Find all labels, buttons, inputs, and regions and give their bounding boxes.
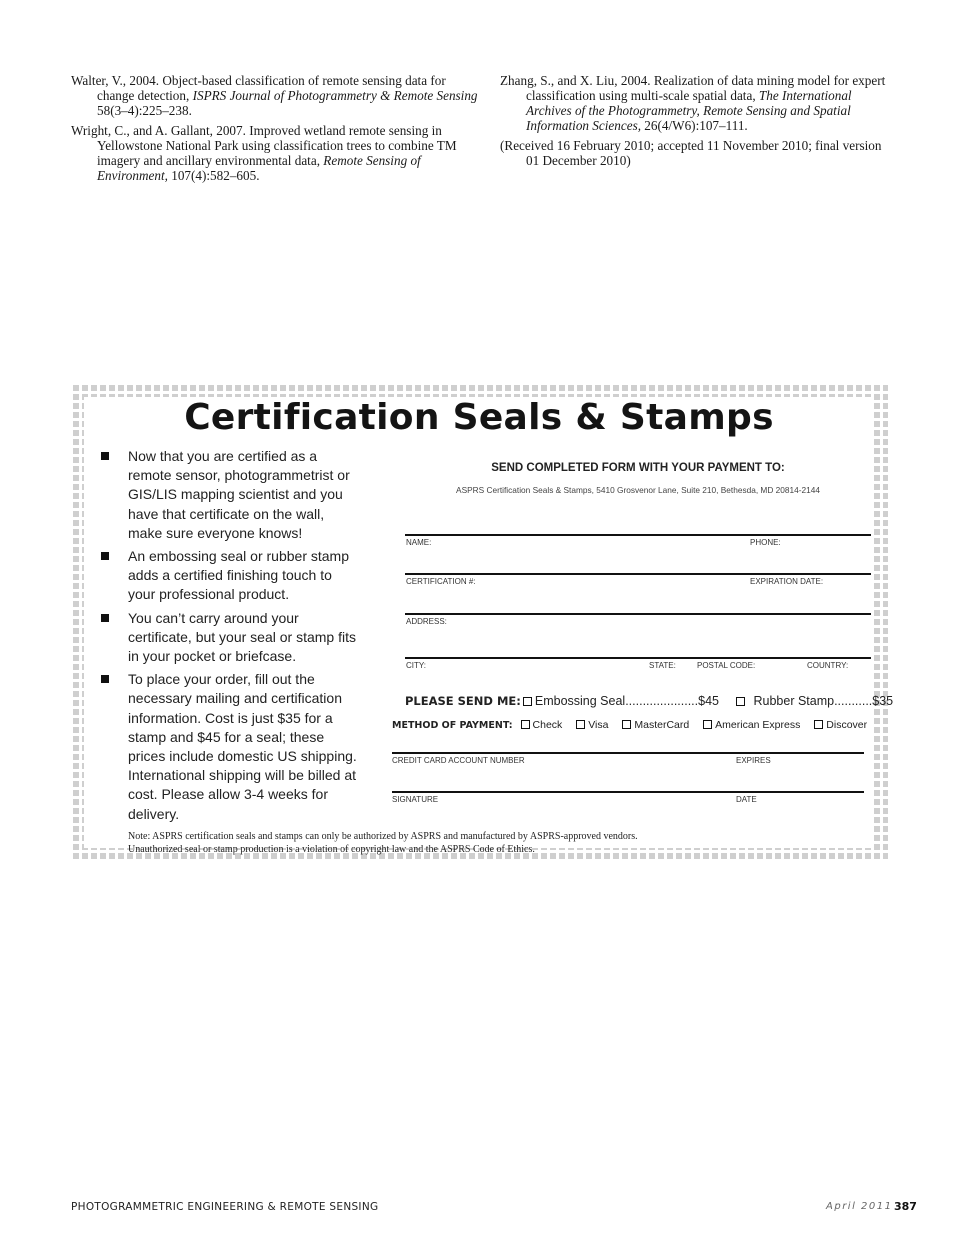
journal-name: PHOTOGRAMMETRIC ENGINEERING & REMOTE SENSING (71, 1201, 379, 1213)
checkbox-rubber-stamp[interactable] (736, 697, 745, 706)
city-line[interactable] (405, 657, 871, 659)
address-label: ADDRESS: (406, 617, 447, 626)
certification-label: CERTIFICATION #: (406, 577, 476, 586)
send-to-heading: SEND COMPLETED FORM WITH YOUR PAYMENT TO: (491, 462, 785, 474)
issue-date: April 2011 (826, 1201, 893, 1212)
state-label: STATE: (649, 661, 676, 670)
checkbox-check[interactable] (521, 720, 530, 729)
references-right-column (500, 73, 892, 173)
address-line[interactable] (405, 613, 871, 615)
name-line[interactable] (405, 534, 871, 536)
list-item: You can’t carry around your certificate, but your seal or stamp fits in your pocket or briefcase. (98, 609, 360, 667)
payment-american-express: American Express (701, 719, 800, 731)
name-label: NAME: (406, 538, 432, 547)
bullet-square-icon (101, 452, 109, 460)
rubber-stamp-option: Rubber Stamp...........$35 (753, 694, 894, 708)
reference-entry: Wright, C., and A. Gallant, 2007. Improved wetland remote sensing in Yellowstone National Park using classification trees to combine TM imagery and ancillary environmental data, Remote Sensing of Environment, 107(4):582–605. (71, 123, 457, 183)
list-item: To place your order, fill out the necessary mailing and certification information. Cost is just $35 for a stamp and $45 for a seal; these prices include domestic US shipping. International shipping will be billed at cost. Please allow 3-4 weeks for delivery. (98, 670, 360, 824)
expiration-label: EXPIRATION DATE: (750, 577, 824, 586)
checkbox-discover[interactable] (814, 720, 823, 729)
checkbox-mastercard[interactable] (622, 720, 631, 729)
ad-title: Certification Seals & Stamps (184, 397, 774, 438)
page-number: 387 (894, 1200, 917, 1213)
payment-visa: Visa (574, 719, 608, 731)
certification-ad (70, 383, 894, 862)
ad-note: Note: ASPRS certification seals and stamps can only be authorized by ASPRS and manufactured by ASPRS-approved vendors. Unauthorized seal or stamp production is a violation of copyright law and the ASPRS Code of Ethics. (128, 831, 638, 855)
payment-discover: Discover (812, 719, 867, 731)
phone-label: PHONE: (750, 538, 781, 547)
reference-entry: Zhang, S., and X. Liu, 2004. Realization of data mining model for expert classification using multi-scale spatial data, The International Archives of the Photogrammetry, Remote Sensing and Spatial Information Sciences, 26(4/W6):107–111. (500, 73, 886, 133)
ad-bullet-list (98, 447, 360, 828)
checkbox-american-express[interactable] (703, 720, 712, 729)
bullet-square-icon (101, 552, 109, 560)
credit-card-line[interactable] (392, 752, 864, 754)
references-left-column (71, 73, 483, 188)
order-options (405, 694, 894, 708)
payment-options (392, 719, 876, 731)
certification-line[interactable] (405, 573, 871, 575)
expires-label: EXPIRES (736, 756, 771, 765)
mailing-address: ASPRS Certification Seals & Stamps, 5410 Grosvenor Lane, Suite 210, Bethesda, MD 20814-2144 (456, 485, 820, 495)
signature-line[interactable] (392, 791, 864, 793)
postal-code-label: POSTAL CODE: (697, 661, 756, 670)
city-label: CITY: (406, 661, 427, 670)
signature-label: SIGNATURE (392, 795, 439, 804)
checkbox-embossing-seal[interactable] (523, 697, 532, 706)
embossing-seal-option: Embossing Seal.....................$45 (534, 694, 719, 708)
credit-card-label: CREDIT CARD ACCOUNT NUMBER (392, 756, 525, 765)
payment-method-label: METHOD OF PAYMENT: (392, 720, 513, 731)
checkbox-visa[interactable] (576, 720, 585, 729)
list-item: Now that you are certified as a remote sensor, photogrammetrist or GIS/LIS mapping scientist and you have that certificate on the wall, make sure everyone knows! (98, 447, 360, 543)
received-dates: (Received 16 February 2010; accepted 11 November 2010; final version 01 December 2010) (500, 138, 882, 168)
bullet-square-icon (101, 675, 109, 683)
date-label: DATE (736, 795, 757, 804)
bullet-square-icon (101, 614, 109, 622)
payment-mastercard: MasterCard (620, 719, 689, 731)
payment-check: Check (519, 719, 563, 731)
please-send-label: PLEASE SEND ME: (405, 694, 521, 708)
list-item: An embossing seal or rubber stamp adds a certified finishing touch to your professional product. (98, 547, 360, 605)
reference-entry: Walter, V., 2004. Object-based classification of remote sensing data for change detection, ISPRS Journal of Photogrammetry & Remote Sensing 58(3–4):225–238. (71, 73, 478, 118)
country-label: COUNTRY: (807, 661, 849, 670)
ad-content (84, 397, 894, 855)
